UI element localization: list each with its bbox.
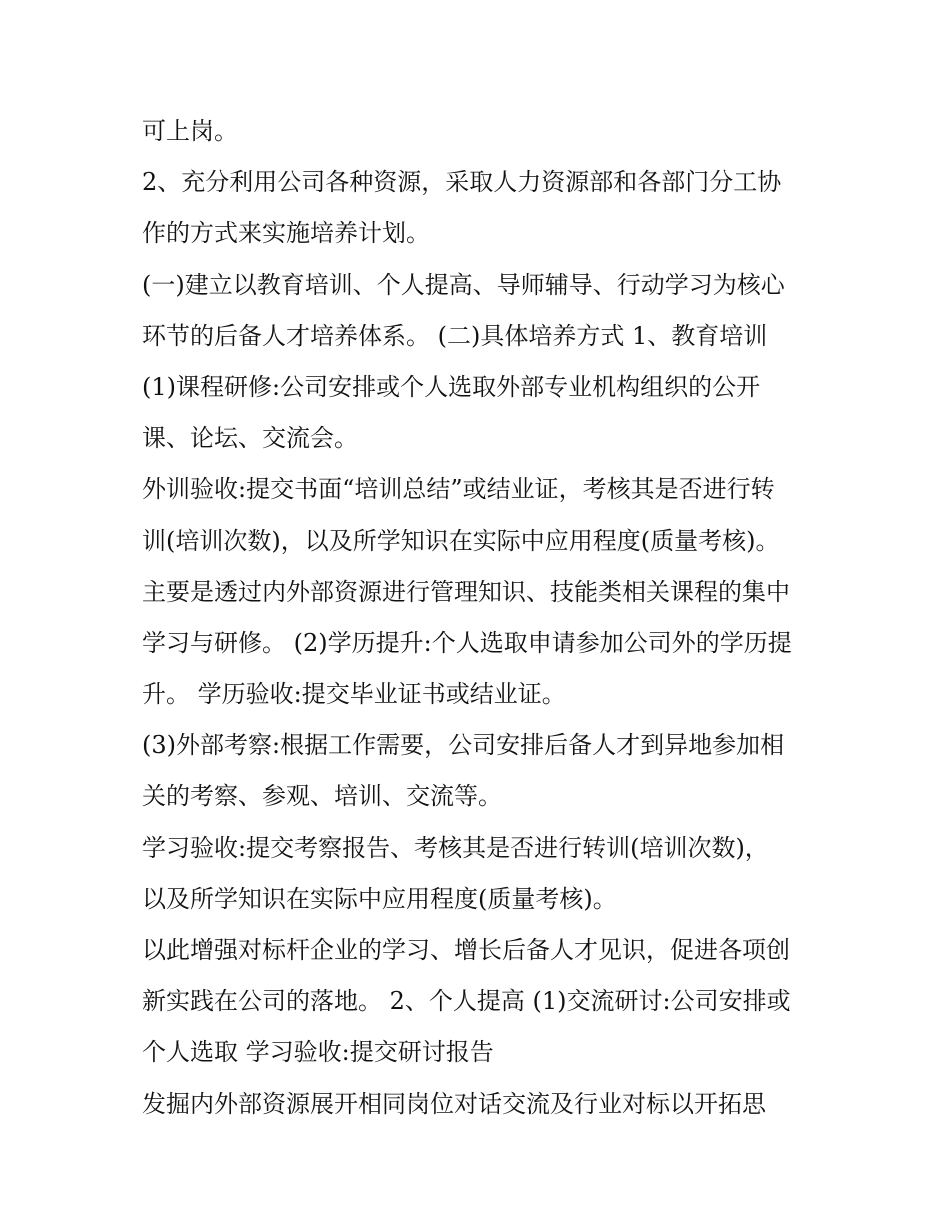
text-line: 以及所学知识在实际中应用程度(质量考核)。 (142, 884, 617, 913)
text-line: 主要是透过内外部资源进行管理知识、技能类相关课程的集中 (142, 577, 790, 606)
text-line: (1)课程研修:公司安排或个人选取外部专业机构组织的公开 (142, 372, 761, 401)
text-line: (3)外部考察:根据工作需要，公司安排后备人才到异地参加相 (142, 731, 785, 760)
text-line: 外训验收:提交书面“培训总结”或结业证，考核其是否进行转 (142, 475, 775, 504)
text-line: 新实践在公司的落地。 2、个人提高 (1)交流研讨:公司安排或 (142, 987, 791, 1016)
text-line: 学习与研修。 (2)学历提升:个人选取申请参加公司外的学历提 (142, 628, 792, 657)
text-line: 升。 学历验收:提交毕业证书或结业证。 (142, 680, 566, 709)
text-line: 关的考察、参观、培训、交流等。 (142, 782, 502, 811)
text-line: 以此增强对标杆企业的学习、增长后备人才见识，促进各项创 (142, 936, 790, 964)
text-line: 课、论坛、交流会。 (142, 424, 358, 453)
text-line: 训(培训次数)，以及所学知识在实际中应用程度(质量考核)。 (142, 526, 780, 555)
document-body (142, 106, 842, 1130)
text-line: 发掘内外部资源展开相同岗位对话交流及行业对标以开拓思 (142, 1089, 766, 1118)
text-line: 作的方式来实施培养计划。 (142, 219, 430, 248)
text-line: 可上岗。 (142, 117, 238, 145)
text-line: (一)建立以教育培训、个人提高、导师辅导、行动学习为核心 (142, 270, 785, 299)
text-line: 学习验收:提交考察报告、考核其是否进行转训(培训次数)， (142, 833, 769, 862)
text-line: 2、充分利用公司各种资源，采取人力资源部和各部门分工协 (142, 168, 782, 197)
text-line: 环节的后备人才培养体系。 (二)具体培养方式 1、教育培训 (142, 321, 768, 350)
text-line: 个人选取 学习验收:提交研讨报告 (142, 1038, 494, 1067)
